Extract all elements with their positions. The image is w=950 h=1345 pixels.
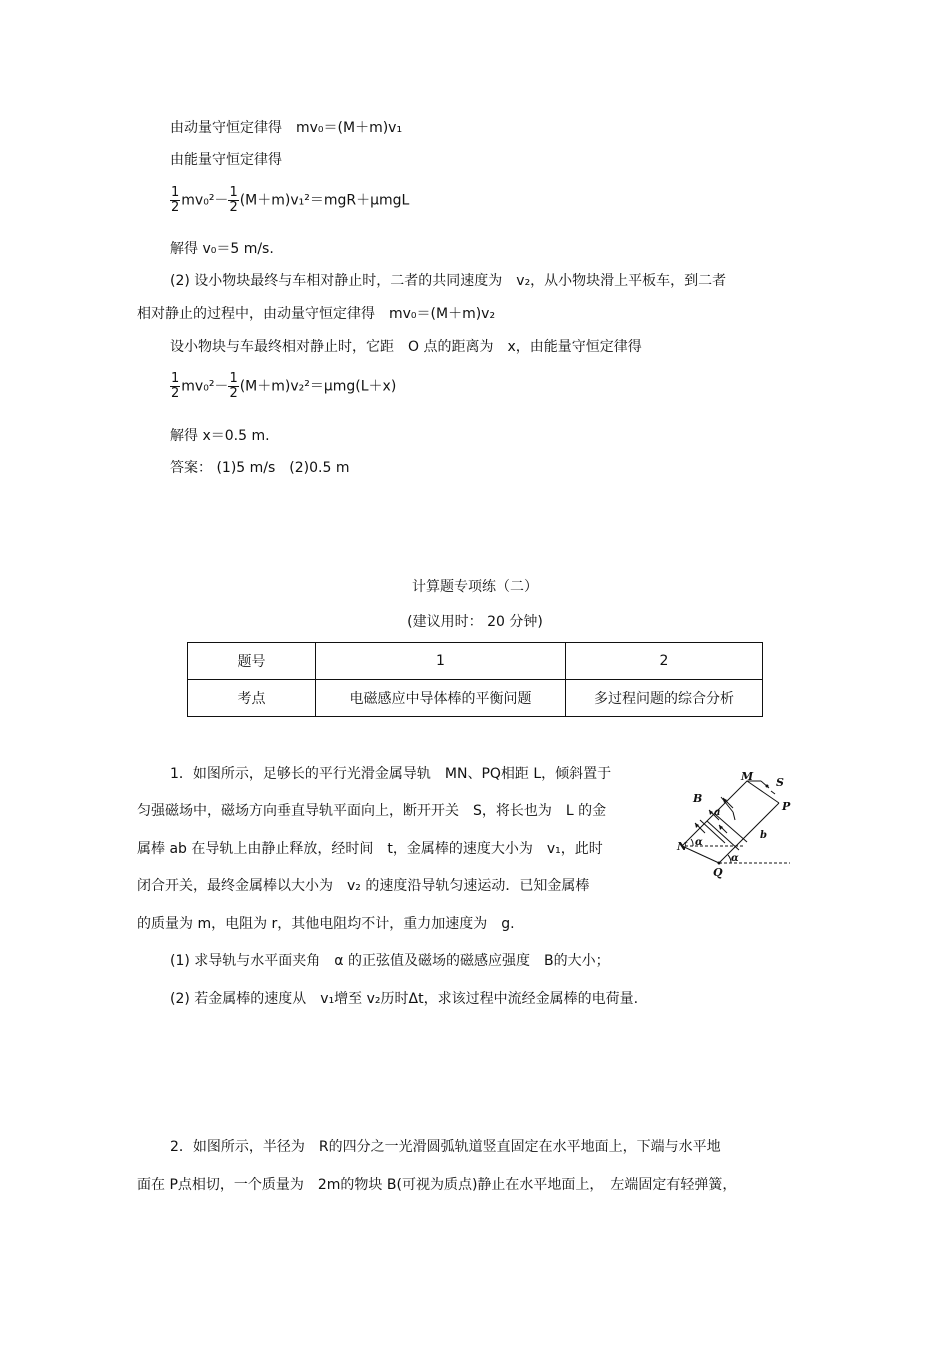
problem1-line1: 1．如图所示，足够长的平行光滑金属导轨 MN、PQ相距 L，倾斜置于 [170,766,612,782]
answer-line: 答案： (1)5 m/s (2)0.5 m [170,460,350,476]
fraction-half: $\frac{1}{2}$ [171,185,180,215]
equation-energy-2: $\frac{1}{2}$ mv₀²－ $\frac{1}{2}$ (M＋m)v₂²＝μmg(L＋x) [171,371,397,401]
table-row [188,643,763,680]
problem1-line5: 的质量为 m，电阻为 r，其他电阻均不计，重力加速度为 g. [137,916,515,932]
label-a: a [714,807,721,818]
label-b: b [760,830,767,841]
fraction-half: $\frac{1}{2}$ [171,371,180,401]
fraction-half: $\frac{1}{2}$ [229,371,238,401]
topic-table [187,642,763,717]
fraction-half: $\frac{1}{2}$ [229,185,238,215]
problem2-line2: 面在 P点相切，一个质量为 2m的物块 B(可视为质点)静止在水平地面上， 左端固定有轻弹簧， [137,1177,737,1193]
problem1-line4: 闭合开关，最终金属棒以大小为 v₂ 的速度沿导轨匀速运动．已知金属棒 [137,878,590,894]
table-cell: 2 [566,643,763,680]
table-cell: 多过程问题的综合分析 [566,680,763,717]
label-B: B [693,792,703,805]
rail-diagram [675,768,800,883]
table-cell: 1 [316,643,566,680]
table-row [188,680,763,717]
section-subtitle: (建议用时： 20 分钟) [407,614,543,630]
solution-part2-line2: 相对静止的过程中，由动量守恒定律得 mv₀＝(M＋m)v₂ [137,306,496,322]
section-title: 计算题专项练（二） [412,579,538,595]
solution-part2-line3: 设小物块与车最终相对静止时，它距 O 点的距离为 x，由能量守恒定律得 [170,339,642,355]
label-M: M [741,770,754,783]
label-P: P [782,800,791,813]
label-alpha-1: α [695,837,703,848]
solution-result-x: 解得 x＝0.5 m. [170,428,270,444]
solution-line-momentum: 由动量守恒定律得 mv₀＝(M＋m)v₁ [170,120,403,136]
table-cell: 题号 [188,643,316,680]
solution-part2-line1: (2) 设小物块最终与车相对静止时，二者的共同速度为 v₂，从小物块滑上平板车，到二者 [170,273,727,289]
problem2-line1: 2．如图所示，半径为 R的四分之一光滑圆弧轨道竖直固定在水平地面上，下端与水平地 [170,1139,721,1155]
problem1-line2: 匀强磁场中，磁场方向垂直导轨平面向上，断开开关 S，将长也为 L 的金 [137,803,607,819]
problem1-question2: (2) 若金属棒的速度从 v₁增至 v₂历时Δt，求该过程中流经金属棒的电荷量. [170,991,639,1007]
label-alpha-2: α [731,853,739,864]
table-cell: 考点 [188,680,316,717]
solution-line-energy: 由能量守恒定律得 [170,152,282,168]
solution-result-v0: 解得 v₀＝5 m/s. [170,241,274,257]
problem1-question1: (1) 求导轨与水平面夹角 α 的正弦值及磁场的磁感应强度 B的大小； [170,953,610,969]
table-cell: 电磁感应中导体棒的平衡问题 [316,680,566,717]
equation-energy-1: $\frac{1}{2}$ mv₀²－ $\frac{1}{2}$ (M＋m)v₁²＝mgR＋μmgL [171,185,410,215]
label-Q: Q [713,866,723,879]
label-N: N [677,840,688,853]
label-S: S [776,776,784,789]
problem1-line3: 属棒 ab 在导轨上由静止释放，经时间 t，金属棒的速度大小为 v₁，此时 [137,841,603,857]
